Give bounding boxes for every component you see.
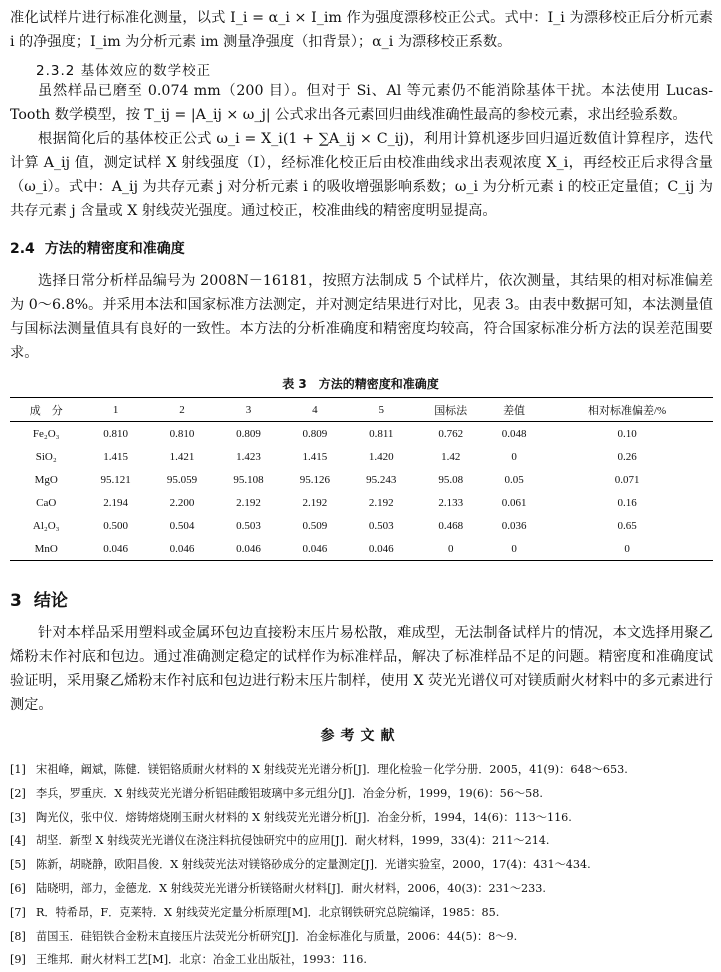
references-list	[10, 758, 720, 972]
value-cell: 0.503	[236, 519, 261, 532]
section-number: 3	[10, 591, 22, 611]
reference-item	[10, 829, 720, 853]
value-cell: 0	[511, 542, 517, 555]
table-row	[10, 491, 713, 514]
subsection-heading-2-3-2: 2.3.2 基体效应的数学校正	[36, 63, 212, 79]
table-header-cell: 1	[112, 403, 119, 416]
table-row	[10, 537, 713, 561]
value-cell: 0.468	[438, 519, 464, 532]
table-header-cell: 成 分	[29, 404, 63, 417]
value-cell: 0.809	[302, 427, 328, 440]
value-cell: 0.036	[501, 519, 527, 532]
value-cell: 0.65	[617, 519, 637, 532]
paragraph-precision-accuracy: 选择日常分析样品编号为 2008N－16181，按照方法制成 5 个试样片，依次测量，其结果的相对标准偏差为 0～6.8%。并采用本法和国家标准方法测定，并对测定结果进行对比，见表 3。由表中数据可知，本法测量值与国标法测量值具有良好的一致性。本方法的分析准确度和精密度均较高，符合国家标准分析方法的误差范围要求。	[10, 273, 713, 361]
paragraph-drift-correction: 准化试样片进行标准化测量，以式 I_i = α_i × I_im 作为强度漂移校正公式。式中：I_i 为漂移校正后分析元素 i 的净强度；I_im 为分析元素 im 测量净强度（扣背景）；α_i 为漂移校正系数。	[10, 10, 713, 50]
value-cell: 1.415	[103, 450, 129, 463]
reference-item	[10, 925, 720, 949]
table-header-row	[10, 398, 713, 422]
table-header-cell: 相对标准偏差/%	[588, 404, 667, 417]
component-cell: Al₂O₃	[32, 519, 60, 532]
value-cell: 0.504	[169, 519, 195, 532]
value-cell: 0.10	[617, 427, 637, 440]
value-cell: 2.192	[368, 496, 394, 509]
value-cell: 0.810	[103, 427, 129, 440]
reference-text: 陆晓明，部力，金德龙．X 射线荧光光谱分析镁铬耐火材料[J]．耐火材料，2006，40(3)：231～233.	[36, 881, 546, 895]
value-cell: 0.046	[236, 542, 261, 555]
table-body	[10, 422, 713, 561]
value-cell: 0.509	[302, 519, 328, 532]
reference-text: 陈新，胡晓静，欧阳昌俊．X 射线荧光法对镁铬砂成分的定量测定[J]．光谱实验室，2000，17(4)：431～434.	[36, 858, 591, 872]
reference-item	[10, 877, 720, 901]
component-cell: Fe₂O₃	[32, 427, 60, 440]
value-cell: 95.108	[233, 473, 264, 486]
value-cell: 0.500	[103, 519, 129, 532]
value-cell: 0.762	[438, 427, 464, 440]
value-cell: 0.046	[169, 542, 195, 555]
table-header-cell: 3	[245, 403, 252, 416]
reference-number: [7]	[10, 905, 26, 919]
section-heading-3	[10, 586, 68, 611]
value-cell: 0	[624, 542, 630, 555]
value-cell: 0.048	[501, 427, 527, 440]
section-title: 方法的精密度和准确度	[44, 241, 185, 257]
value-cell: 1.415	[302, 450, 328, 463]
table-header-cell: 4	[312, 403, 318, 416]
component-cell: MnO	[34, 542, 58, 555]
value-cell: 95.243	[366, 473, 397, 486]
paragraph-conclusion: 针对本样品采用塑料或金属环包边直接粉末压片易松散，难成型，无法制备试样片的情况，本文选择用聚乙烯粉末作衬底和包边。通过准确测定稳定的试样作为标准样品，解决了标准样品不足的问题。精密度和准确度试验证明，采用聚乙烯粉末作衬底和包边进行粉末压片制样，使用 X 荧光光谱仪可对镁质耐火材料中的多元素进行测定。	[10, 625, 713, 713]
reference-item	[10, 853, 720, 877]
reference-item	[10, 806, 720, 830]
table-caption: 表 3 方法的精密度和准确度	[282, 377, 439, 391]
value-cell: 1.420	[368, 450, 394, 463]
value-cell: 0.503	[368, 519, 394, 532]
value-cell: 0.26	[617, 450, 637, 463]
reference-item	[10, 948, 720, 972]
reference-item	[10, 782, 720, 806]
value-cell: 95.126	[299, 473, 330, 486]
value-cell: 2.192	[302, 496, 328, 509]
value-cell: 0.061	[501, 496, 527, 509]
reference-number: [4]	[10, 834, 26, 848]
reference-item	[10, 901, 720, 925]
value-cell: 0.809	[236, 427, 261, 440]
value-cell: 0	[511, 450, 517, 463]
reference-text: 王维邦．耐火材料工艺[M]．北京：冶金工业出版社，1993：116.	[36, 953, 367, 967]
value-cell: 1.42	[441, 450, 461, 463]
table-header-cell: 国标法	[434, 404, 468, 417]
reference-text: 宋祖峰，阚斌，陈健．镁铝铬质耐火材料的 X 射线荧光光谱分析[J]．理化检验－化学分册．2005，41(9)：648～653.	[36, 763, 628, 776]
precision-accuracy-table	[10, 397, 713, 561]
table-header-cell: 差值	[503, 404, 526, 417]
value-cell: 95.121	[100, 473, 131, 486]
reference-text: 李兵，罗重庆．X 射线荧光光谱分析铝硅酸铝玻璃中多元组分[J]．冶金分析，1999，19(6)：56～58.	[36, 786, 543, 800]
table-row	[10, 422, 713, 446]
value-cell: 2.194	[103, 496, 129, 509]
reference-text: 苗国玉．硅铝铁合金粉末直接压片法荧光分析研究[J]．冶金标准化与质量，2006：44(5)：8～9.	[36, 929, 518, 943]
reference-text: 陶光仪，张中仪．熔铸熔烧刚玉耐火材料的 X 射线荧光光谱分析[J]．冶金分析，1994，14(6)：113～116.	[36, 810, 572, 824]
table-header-cell: 5	[378, 403, 385, 416]
value-cell: 0.16	[617, 496, 637, 509]
value-cell: 0.811	[369, 427, 394, 440]
table-row	[10, 514, 713, 537]
reference-number: [2]	[10, 786, 26, 800]
section-number: 2.4	[10, 241, 35, 257]
paragraph-simplified-formula: 根据简化后的基体校正公式 ω_i = X_i(1 + ∑A_ij × C_ij)，利用计算机逐步回归逼近数值计算程序，迭代计算 A_ij 值，测定试样 X 射线强度（I），经标准化校正后由校准曲线求出表观浓度 X_i，再经校正后求得含量（ω_i）。式中：A_ij 为共存元素 j 对分析元素 i 的吸收增强影响系数；ω_i 为分析元素 i 的校正定量值；C_ij 为共存元素 j 含量或 X 射线荧光强度。通过校正，校准曲线的精密度明显提高。	[10, 131, 713, 219]
reference-item	[10, 758, 720, 782]
value-cell: 0	[447, 542, 454, 555]
value-cell: 95.08	[438, 473, 464, 486]
reference-text: 胡坚．新型 X 射线荧光光谱仪在浇注料抗侵蚀研究中的应用[J]．耐火材料，1999，33(4)：211～214.	[36, 834, 550, 848]
value-cell: 0.046	[368, 542, 394, 555]
value-cell: 0.05	[504, 473, 524, 486]
value-cell: 0.046	[103, 542, 129, 555]
reference-text: R．特希昂，F．克莱特．X 射线荧光定量分析原理[M]．北京钢铁研究总院编译，1985：85.	[36, 905, 500, 919]
value-cell: 2.192	[236, 496, 261, 509]
table-row	[10, 468, 713, 491]
reference-number: [8]	[10, 929, 26, 943]
section-heading-2-4	[10, 238, 185, 258]
reference-number: [6]	[10, 881, 26, 895]
value-cell: 2.200	[169, 496, 195, 509]
reference-number: [3]	[10, 810, 26, 824]
paragraph-matrix-correction: 虽然样品已磨至 0.074 mm（200 目）。但对于 Si、Al 等元素仍不能消除基体干扰。本法使用 Lucas-Tooth 数学模型，按 T_ij = |A_ij × ω_j| 公式求出各元素回归曲线准确性最高的参校元素，求出经验系数。	[10, 83, 713, 123]
value-cell: 1.423	[236, 450, 261, 463]
references-heading: 参考文献	[320, 728, 401, 744]
component-cell: MgO	[34, 473, 58, 486]
value-cell: 1.421	[169, 450, 195, 463]
component-cell: CaO	[36, 496, 57, 509]
component-cell: SiO₂	[35, 450, 57, 463]
reference-number: [9]	[10, 953, 26, 967]
reference-number: [1]	[10, 763, 26, 776]
value-cell: 2.133	[438, 496, 464, 509]
section-title: 结论	[33, 591, 68, 611]
table-row	[10, 445, 713, 468]
value-cell: 0.071	[614, 473, 640, 486]
value-cell: 0.810	[169, 427, 195, 440]
table-header-cell: 2	[179, 403, 185, 416]
value-cell: 0.046	[302, 542, 328, 555]
reference-number: [5]	[10, 858, 26, 872]
value-cell: 95.059	[166, 473, 198, 486]
